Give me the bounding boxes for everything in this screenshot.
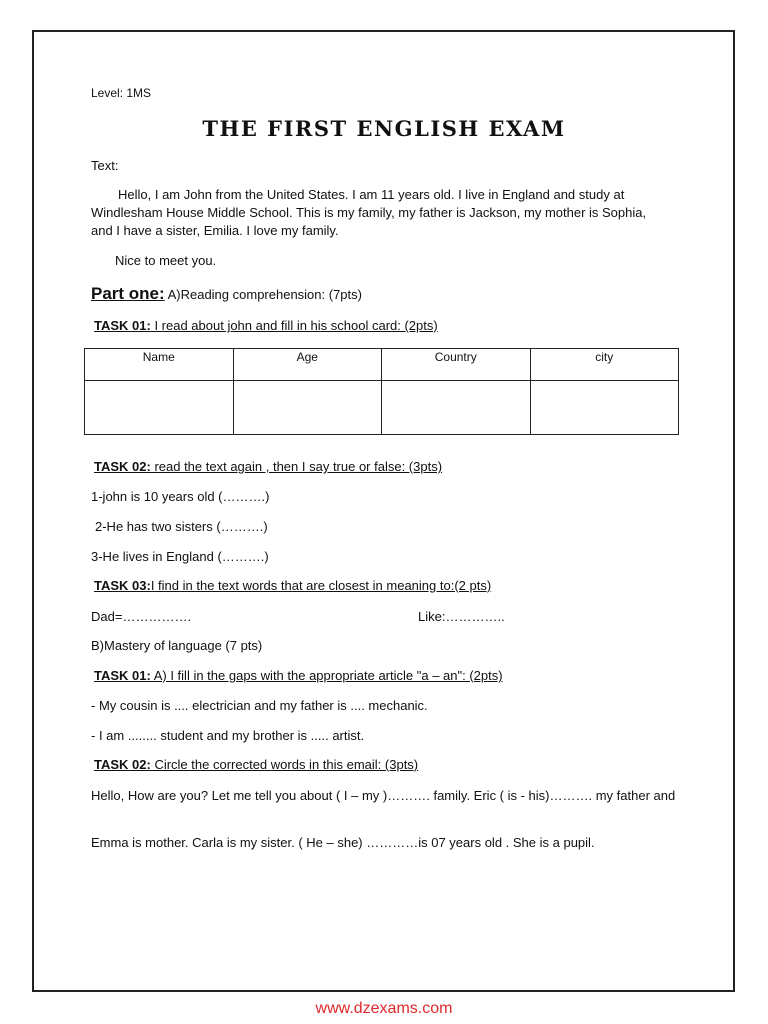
task-01-instruction xyxy=(94,318,438,333)
col-header-city: city xyxy=(530,349,679,381)
synonym-dad: Dad=……………. xyxy=(91,609,192,624)
email-text-line-2: Emma is mother. Carla is my sister. ( He – she) …………is 07 years old . She is a pupil. xyxy=(91,835,595,850)
text-label: Text: xyxy=(91,158,119,173)
task-01b-instruction xyxy=(94,668,503,683)
part-one-title: Part one: xyxy=(91,284,165,303)
task-label: TASK 01: xyxy=(94,318,151,333)
col-header-age: Age xyxy=(233,349,382,381)
task-text: I read about john and fill in his school card: (2pts) xyxy=(150,318,438,333)
task-text: read the text again , then I say true or false: (3pts) xyxy=(150,459,443,474)
task-02b-instruction xyxy=(94,757,418,772)
part-one-subtitle: A)Reading comprehension: (7pts) xyxy=(167,287,362,302)
true-false-item: 1-john is 10 years old (……….) xyxy=(91,489,270,504)
task-label: TASK 03: xyxy=(94,578,151,593)
reading-paragraph xyxy=(91,186,671,240)
task-text: A) I fill in the gaps with the appropriate article "a – an": (2pts) xyxy=(150,668,503,683)
cell-name[interactable] xyxy=(85,381,234,435)
task-text: I find in the text words that are closest in meaning to:(2 pts) xyxy=(150,578,492,593)
level-label: Level: 1MS xyxy=(91,86,152,100)
col-header-country: Country xyxy=(382,349,531,381)
exam-title: THE FIRST ENGLISH EXAM xyxy=(202,116,566,141)
task-label: TASK 02: xyxy=(94,757,151,772)
reading-paragraph-text: Hello, I am John from the United States. I am 11 years old. I live in England and study at Windlesham House Middle School. This is my family, my father is Jackson, my mother is Sophia, and I have a sister, Emilia. I love my family. xyxy=(91,187,647,238)
part-one-heading xyxy=(91,284,362,304)
gap-sentence: - I am ........ student and my brother is ..... artist. xyxy=(91,728,365,743)
task-label: TASK 02: xyxy=(94,459,151,474)
synonym-like: Like:………….. xyxy=(418,609,505,624)
true-false-item: 3-He lives in England (……….) xyxy=(91,549,269,564)
closing-line: Nice to meet you. xyxy=(115,253,217,268)
task-label: TASK 01: xyxy=(94,668,151,683)
task-02-instruction xyxy=(94,459,442,474)
footer-watermark-link[interactable]: www.dzexams.com xyxy=(315,1000,453,1017)
task-text: Circle the corrected words in this email: (3pts) xyxy=(150,757,419,772)
cell-country[interactable] xyxy=(382,381,531,435)
school-card-table xyxy=(84,348,679,435)
task-03-instruction xyxy=(94,578,491,593)
col-header-name: Name xyxy=(85,349,234,381)
gap-sentence: - My cousin is .... electrician and my father is .... mechanic. xyxy=(91,698,428,713)
cell-age[interactable] xyxy=(233,381,382,435)
email-text-line-1: Hello, How are you? Let me tell you about ( I – my )………. family. Eric ( is - his)………. my father and xyxy=(91,788,676,803)
true-false-item: 2-He has two sisters (……….) xyxy=(95,519,268,534)
section-b-heading: B)Mastery of language (7 pts) xyxy=(91,638,263,653)
cell-city[interactable] xyxy=(530,381,679,435)
